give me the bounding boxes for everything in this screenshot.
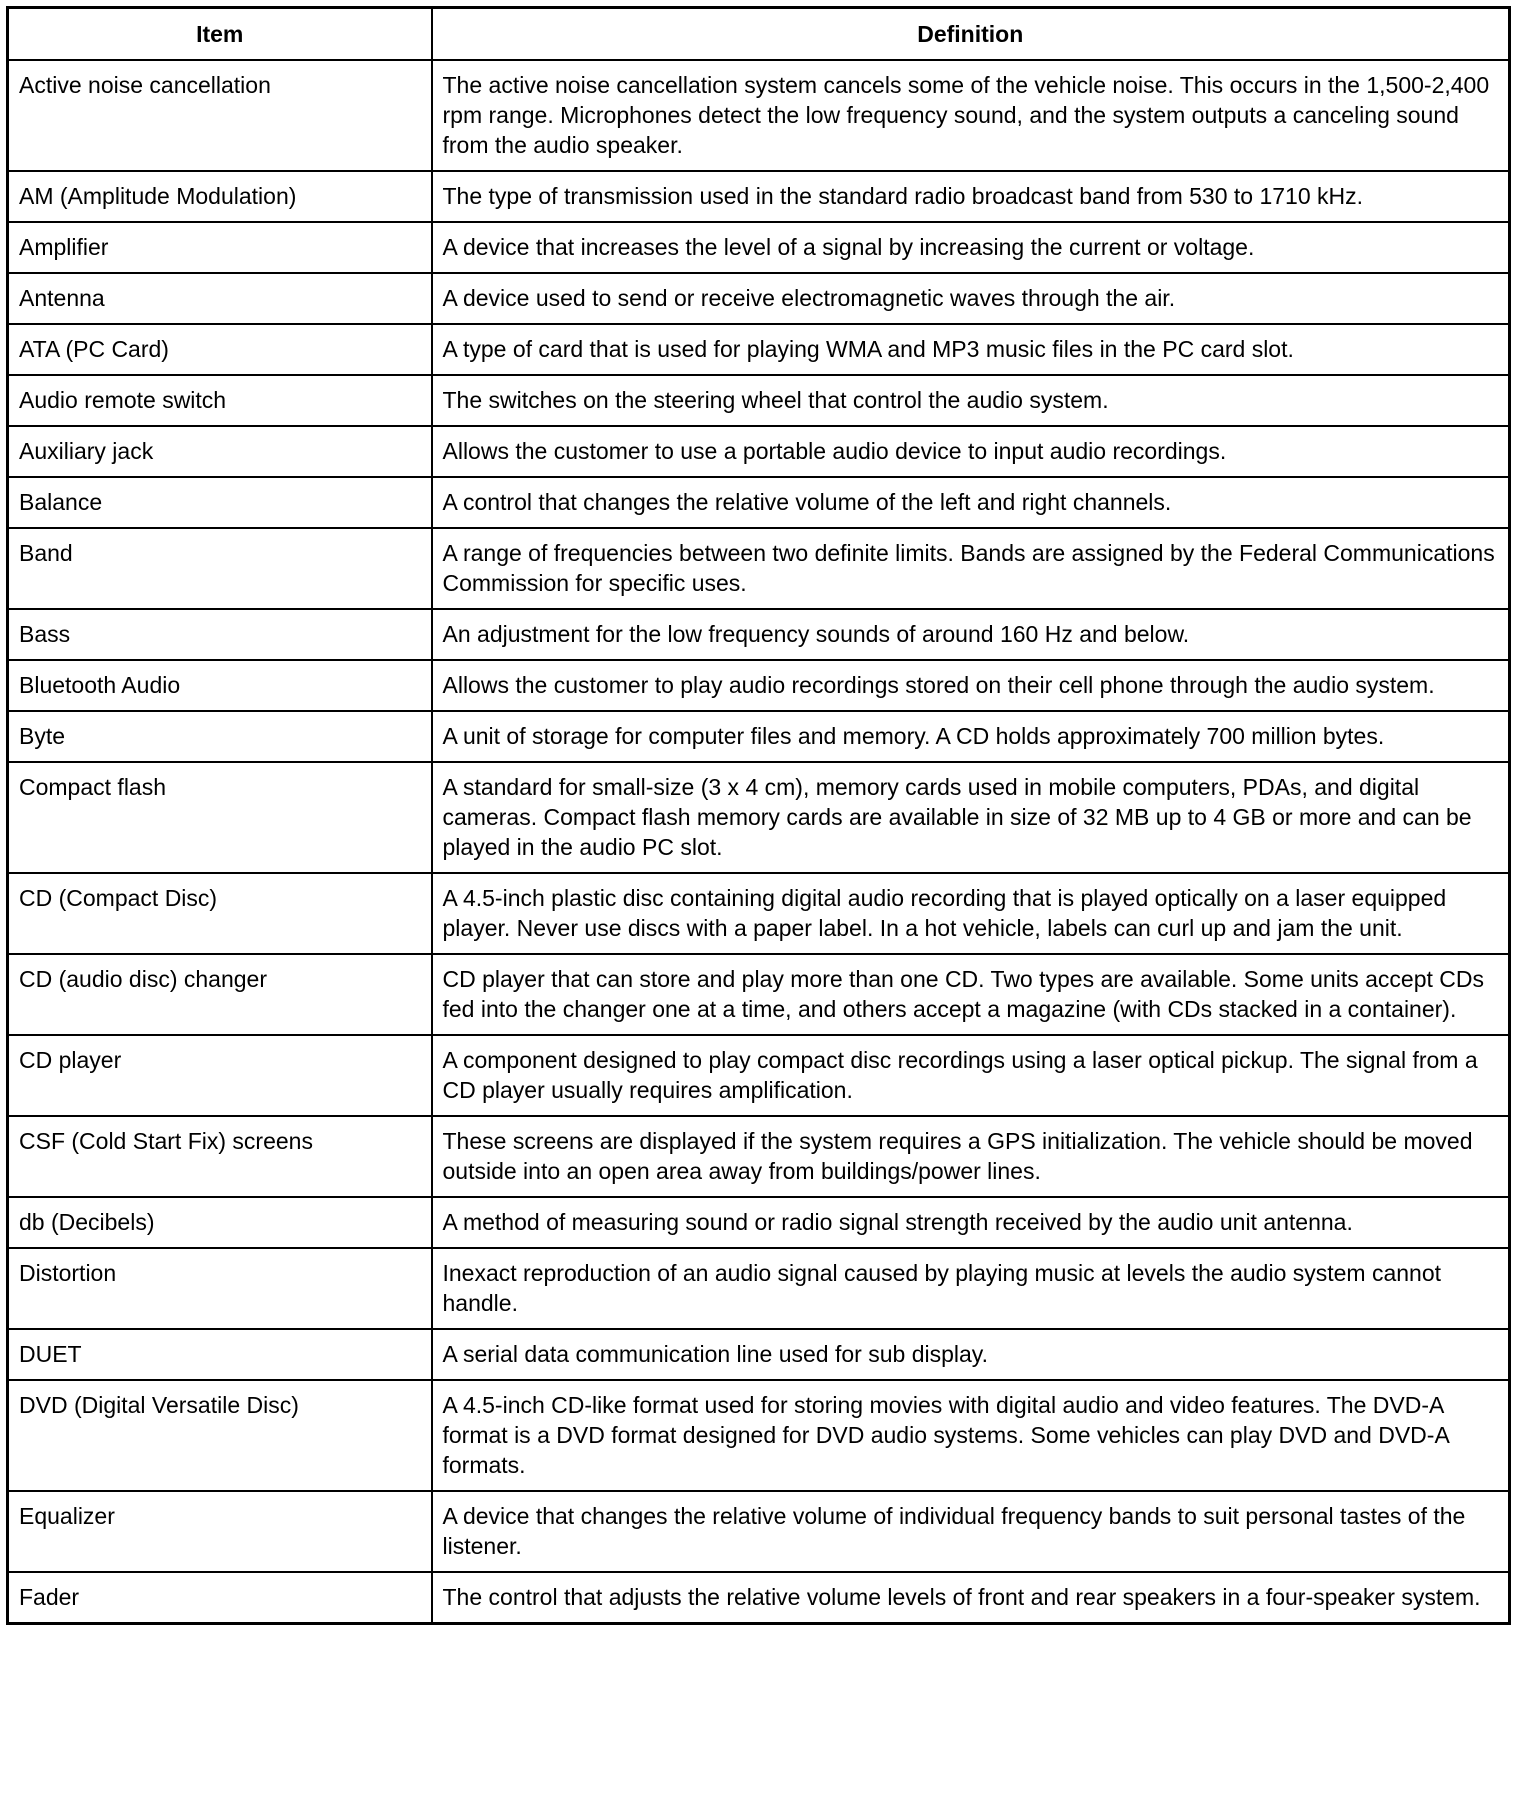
item-cell: Bass	[8, 609, 432, 660]
definition-cell: The control that adjusts the relative volume levels of front and rear speakers in a four-speaker system.	[432, 1572, 1510, 1624]
table-row	[8, 1572, 1510, 1624]
definition-cell: A 4.5-inch CD-like format used for storing movies with digital audio and video features. The DVD-A format is a DVD format designed for DVD audio systems. Some vehicles can play DVD and DVD-A formats.	[432, 1380, 1510, 1491]
table-row	[8, 1116, 1510, 1197]
table-row	[8, 222, 1510, 273]
glossary-body	[8, 60, 1510, 1624]
definition-cell: An adjustment for the low frequency sounds of around 160 Hz and below.	[432, 609, 1510, 660]
definition-cell: A type of card that is used for playing WMA and MP3 music files in the PC card slot.	[432, 324, 1510, 375]
table-row	[8, 60, 1510, 171]
item-cell: Fader	[8, 1572, 432, 1624]
item-cell: AM (Amplitude Modulation)	[8, 171, 432, 222]
table-row	[8, 426, 1510, 477]
definition-cell: A component designed to play compact disc recordings using a laser optical pickup. The signal from a CD player usually requires amplification.	[432, 1035, 1510, 1116]
table-row	[8, 1329, 1510, 1380]
table-row	[8, 1035, 1510, 1116]
item-cell: Distortion	[8, 1248, 432, 1329]
table-row	[8, 273, 1510, 324]
definition-cell: Allows the customer to play audio recordings stored on their cell phone through the audio system.	[432, 660, 1510, 711]
item-cell: CD (Compact Disc)	[8, 873, 432, 954]
definition-cell: A standard for small-size (3 x 4 cm), memory cards used in mobile computers, PDAs, and digital cameras. Compact flash memory cards are available in size of 32 MB up to 4 GB or more and can be played in the audio PC slot.	[432, 762, 1510, 873]
item-cell: Byte	[8, 711, 432, 762]
item-cell: Compact flash	[8, 762, 432, 873]
definition-cell: A device that increases the level of a signal by increasing the current or voltage.	[432, 222, 1510, 273]
table-row	[8, 609, 1510, 660]
definition-cell: A method of measuring sound or radio signal strength received by the audio unit antenna.	[432, 1197, 1510, 1248]
item-cell: CSF (Cold Start Fix) screens	[8, 1116, 432, 1197]
table-row	[8, 711, 1510, 762]
table-row	[8, 1380, 1510, 1491]
item-cell: Balance	[8, 477, 432, 528]
item-cell: ATA (PC Card)	[8, 324, 432, 375]
definition-column-header: Definition	[432, 8, 1510, 61]
item-cell: Active noise cancellation	[8, 60, 432, 171]
table-row	[8, 873, 1510, 954]
table-row	[8, 528, 1510, 609]
table-row	[8, 171, 1510, 222]
header-row	[8, 8, 1510, 61]
definition-cell: The active noise cancellation system cancels some of the vehicle noise. This occurs in the 1,500-2,400 rpm range. Microphones detect the low frequency sound, and the system outputs a canceling sound from the audio speaker.	[432, 60, 1510, 171]
item-cell: Amplifier	[8, 222, 432, 273]
table-row	[8, 477, 1510, 528]
table-row	[8, 324, 1510, 375]
table-row	[8, 1491, 1510, 1572]
table-row	[8, 762, 1510, 873]
item-cell: Equalizer	[8, 1491, 432, 1572]
item-cell: Auxiliary jack	[8, 426, 432, 477]
definition-cell: The switches on the steering wheel that control the audio system.	[432, 375, 1510, 426]
glossary-table	[6, 6, 1511, 1625]
definition-cell: Inexact reproduction of an audio signal caused by playing music at levels the audio system cannot handle.	[432, 1248, 1510, 1329]
table-row	[8, 1197, 1510, 1248]
table-row	[8, 375, 1510, 426]
item-cell: DUET	[8, 1329, 432, 1380]
table-row	[8, 660, 1510, 711]
definition-cell: A 4.5-inch plastic disc containing digital audio recording that is played optically on a laser equipped player. Never use discs with a paper label. In a hot vehicle, labels can curl up and jam the unit.	[432, 873, 1510, 954]
table-row	[8, 1248, 1510, 1329]
definition-cell: A unit of storage for computer files and memory. A CD holds approximately 700 million bytes.	[432, 711, 1510, 762]
item-cell: db (Decibels)	[8, 1197, 432, 1248]
item-cell: DVD (Digital Versatile Disc)	[8, 1380, 432, 1491]
definition-cell: A device used to send or receive electromagnetic waves through the air.	[432, 273, 1510, 324]
item-cell: CD player	[8, 1035, 432, 1116]
definition-cell: A device that changes the relative volume of individual frequency bands to suit personal tastes of the listener.	[432, 1491, 1510, 1572]
item-cell: Band	[8, 528, 432, 609]
table-row	[8, 954, 1510, 1035]
item-cell: Bluetooth Audio	[8, 660, 432, 711]
item-cell: Antenna	[8, 273, 432, 324]
item-cell: Audio remote switch	[8, 375, 432, 426]
definition-cell: A control that changes the relative volume of the left and right channels.	[432, 477, 1510, 528]
definition-cell: The type of transmission used in the standard radio broadcast band from 530 to 1710 kHz.	[432, 171, 1510, 222]
definition-cell: These screens are displayed if the system requires a GPS initialization. The vehicle should be moved outside into an open area away from buildings/power lines.	[432, 1116, 1510, 1197]
item-cell: CD (audio disc) changer	[8, 954, 432, 1035]
definition-cell: CD player that can store and play more than one CD. Two types are available. Some units accept CDs fed into the changer one at a time, and others accept a magazine (with CDs stacked in a container).	[432, 954, 1510, 1035]
item-column-header: Item	[8, 8, 432, 61]
definition-cell: A serial data communication line used for sub display.	[432, 1329, 1510, 1380]
definition-cell: A range of frequencies between two definite limits. Bands are assigned by the Federal Communications Commission for specific uses.	[432, 528, 1510, 609]
definition-cell: Allows the customer to use a portable audio device to input audio recordings.	[432, 426, 1510, 477]
